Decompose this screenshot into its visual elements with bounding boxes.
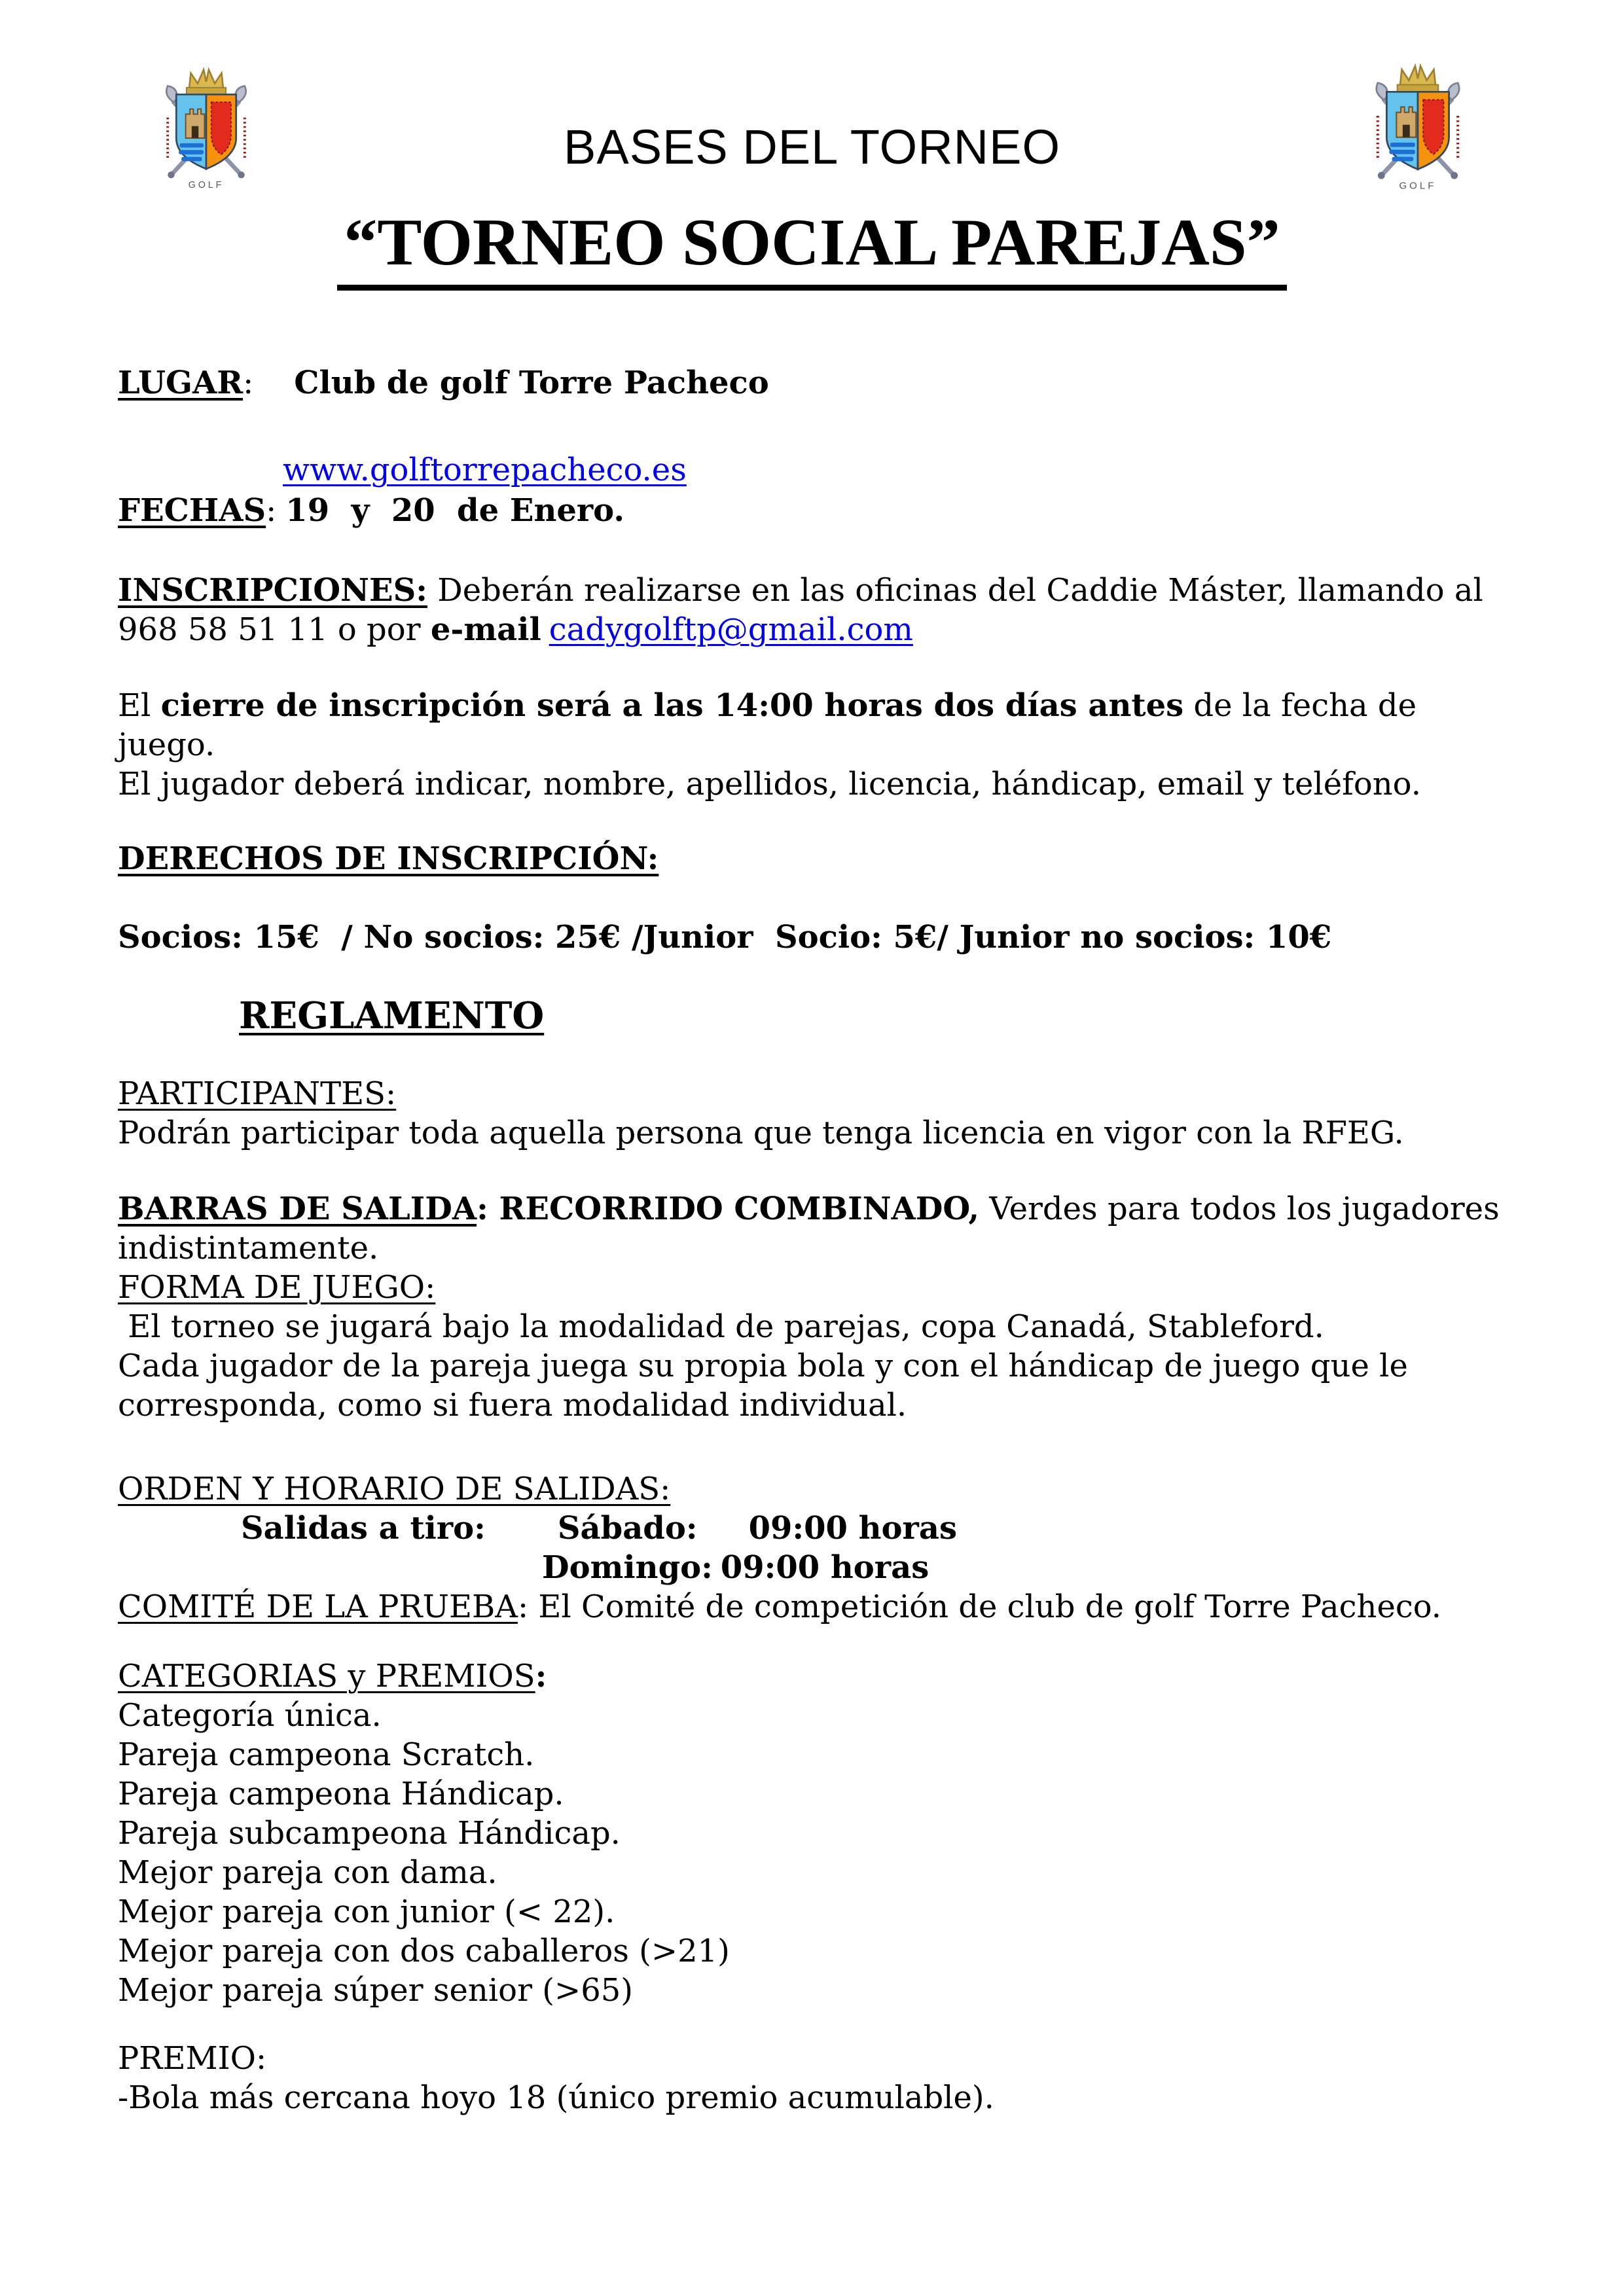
reglamento-heading-text: REGLAMENTO (239, 994, 545, 1037)
inscripciones-paragraph (118, 571, 1519, 649)
categoria-item-dos-caballeros: Mejor pareja con dos caballeros (>21) (118, 1933, 730, 1969)
forma-line3: corresponda, como si fuera modalidad individual. (118, 1387, 907, 1424)
cierre-prefix: El (118, 687, 161, 724)
forma-heading (118, 1268, 1519, 1307)
fechas-colon: : (266, 492, 277, 529)
participantes-text: Podrán participar toda aquella persona que tenga licencia en vigor con la RFEG. (118, 1115, 1404, 1151)
barras-paragraph (118, 1189, 1519, 1268)
website-line (118, 450, 1519, 490)
document-body (118, 0, 1519, 2117)
categoria-item-unica: Categoría única. (118, 1697, 382, 1734)
orden-heading (118, 1469, 1519, 1509)
comite-label: COMITÉ DE LA PRUEBA (118, 1588, 518, 1625)
inscripciones-line2 (118, 610, 1519, 649)
categorias-heading (118, 1657, 1519, 1696)
premio-text: -Bola más cercana hoyo 18 (único premio acumulable). (118, 2079, 994, 2116)
orden-heading-text: ORDEN Y HORARIO DE SALIDAS: (118, 1471, 671, 1507)
cierre-paragraph (118, 686, 1519, 804)
cierre-suffix: de la fecha de juego. (118, 687, 1427, 763)
participantes-heading-text: PARTICIPANTES: (118, 1075, 397, 1112)
barras-label: BARRAS DE SALIDA (118, 1191, 477, 1227)
participantes-heading (118, 1074, 1519, 1113)
email-label: e-mail (430, 611, 541, 648)
fechas-line (118, 491, 1519, 530)
fees-line: Socios: 15€ / No socios: 25€ /Junior Socio: 5€/ Junior no socios: 10€ (118, 919, 1332, 956)
categorias-heading-text: CATEGORIAS y PREMIOS (118, 1658, 535, 1695)
salidas-time-saturday: 09:00 horas (748, 1510, 957, 1547)
salidas-day-saturday: Sábado: (557, 1510, 698, 1547)
cierre-line1 (118, 686, 1519, 764)
salidas-day-sunday: Domingo: (542, 1549, 713, 1586)
forma-heading-text: FORMA DE JUEGO: (118, 1269, 436, 1306)
salidas-line (118, 1509, 1519, 1548)
lugar-value: Club de golf Torre Pacheco (294, 365, 769, 401)
barras-line1 (118, 1189, 1519, 1229)
cierre-bold-text: cierre de inscripción será a las 14:00 horas dos días antes (160, 687, 1184, 724)
lugar-colon: : (243, 365, 254, 401)
derechos-heading-text: DERECHOS DE INSCRIPCIÓN: (118, 840, 659, 877)
categoria-item-subcampeona-handicap: Pareja subcampeona Hándicap. (118, 1815, 621, 1852)
forma-line2: Cada jugador de la pareja juega su propia bola y con el hándicap de juego que le (118, 1348, 1408, 1384)
categorias-colon: : (535, 1658, 547, 1695)
barras-regular-text: Verdes para todos los jugadores (979, 1191, 1500, 1227)
inscripciones-line1 (118, 571, 1519, 610)
reglamento-heading (118, 994, 1519, 1039)
barras-bold-text: : RECORRIDO COMBINADO, (477, 1191, 980, 1227)
page-title: BASES DEL TORNEO (564, 120, 1060, 174)
salidas-label: Salidas a tiro: (241, 1510, 486, 1547)
inscripciones-text: Deberán realizarse en las oficinas del Caddie Máster, llamando al (427, 572, 1483, 609)
categoria-item-pareja-junior: Mejor pareja con junior (< 22). (118, 1893, 615, 1930)
comite-line (118, 1587, 1519, 1626)
website-link[interactable]: www.golftorrepacheco.es (283, 452, 687, 488)
categoria-item-campeona-scratch: Pareja campeona Scratch. (118, 1736, 535, 1773)
tournament-title-text: “TORNEO SOCIAL PAREJAS” (337, 204, 1286, 291)
cierre-line2: El jugador deberá indicar, nombre, apellidos, licencia, hándicap, email y teléfono. (118, 766, 1421, 802)
forma-paragraph (118, 1307, 1519, 1425)
lugar-line (118, 363, 1519, 403)
barras-line2: indistintamente. (118, 1230, 379, 1266)
derechos-heading (118, 839, 1519, 878)
domingo-line (118, 1548, 1519, 1587)
categoria-item-campeona-handicap: Pareja campeona Hándicap. (118, 1776, 564, 1812)
salidas-time-sunday: 09:00 horas (720, 1549, 929, 1586)
fechas-label: FECHAS (118, 492, 266, 529)
comite-text: : El Comité de competición de club de golf Torre Pacheco. (517, 1588, 1442, 1625)
email-link[interactable]: cadygolftp@gmail.com (549, 611, 913, 648)
categoria-item-super-senior: Mejor pareja súper senior (>65) (118, 1972, 634, 2009)
forma-line1: El torneo se jugará bajo la modalidad de parejas, copa Canadá, Stableford. (118, 1308, 1324, 1345)
inscripciones-label: INSCRIPCIONES: (118, 572, 427, 609)
categoria-item-pareja-dama: Mejor pareja con dama. (118, 1854, 497, 1891)
fechas-value: 19 y 20 de Enero. (285, 492, 625, 529)
phone-text: 968 58 51 11 o por (118, 611, 431, 648)
premio-heading: PREMIO: (118, 2040, 267, 2077)
lugar-label: LUGAR (118, 365, 244, 401)
